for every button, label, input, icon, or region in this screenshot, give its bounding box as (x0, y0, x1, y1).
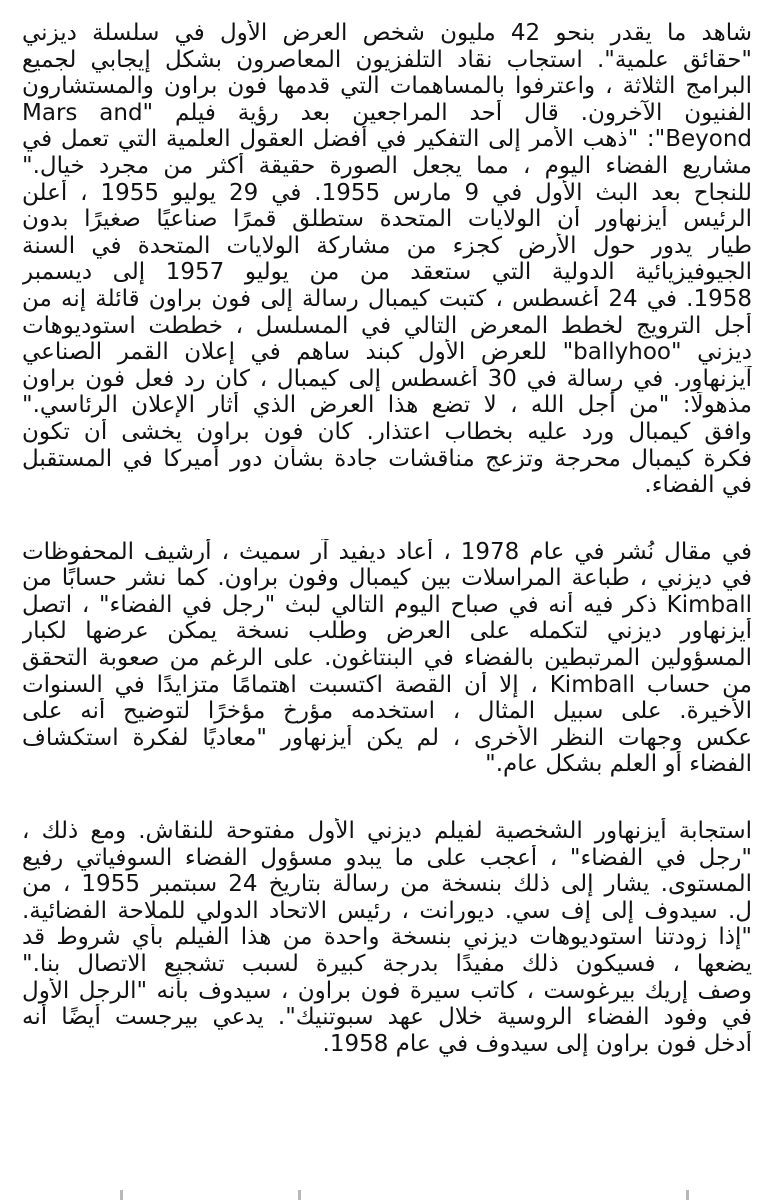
text-line: آيزنهاور. في رسالة في 30 أغسطس إلى كيمبال ، كان رد فعل فون براون (22, 365, 752, 392)
text-line: المسؤولين المرتبطين بالفضاء في البنتاغون. على الرغم من صعوبة التحقق (22, 645, 752, 672)
text-line: وصف إريك بيرغوست ، كاتب سيرة فون براون ، سيدوف بأنه "الرجل الأول (22, 977, 752, 1004)
text-line: للنجاح بعد البث الأول في 9 مارس 1955. في 29 يوليو 1955 ، أعلن (22, 179, 752, 206)
paragraph-disney-broadcast (22, 20, 752, 499)
text-line: شاهد ما يقدر بنحو 42 مليون شخص العرض الأول في سلسلة ديزني (22, 20, 752, 46)
paragraph-smith-article (22, 539, 752, 778)
text-line: ديزني "ballyhoo" للعرض الأول كبند ساهم في إعلان القمر الصناعي (22, 339, 752, 366)
text-line: "رجل في الفضاء" ، أعجب على ما يبدو مسؤول الفضاء السوفياتي رفيع (22, 844, 752, 871)
bottom-edge (0, 1188, 774, 1200)
text-line: في الفضاء. (644, 472, 752, 499)
text-line: عكس وجهات النظر الأخرى ، لم يكن أيزنهاور "معاديًا لفكرة استكشاف (22, 724, 752, 751)
text-line: Kimball ذكر فيه أنه في صباح اليوم التالي لبث "رجل في الفضاء" ، اتصل (22, 591, 752, 618)
text-line: في مقال نُشر في عام 1978 ، أعاد ديفيد آر سميث ، أرشيف المحفوظات (22, 538, 752, 565)
text-line: في ديزني ، طباعة المراسلات بين كيمبال وفون براون. كما نشر حسابًا من (22, 565, 752, 592)
text-line: الفضاء أو العلم بشكل عام." (485, 751, 752, 778)
text-line: "حقائق علمية". استجاب نقاد التلفزيون المعاصرون بشكل إيجابي لجميع (22, 46, 752, 73)
text-line: البرامج الثلاثة ، واعترفوا بالمساهمات التي قدمها فون براون والمستشارون (22, 73, 752, 100)
text-line: من حساب Kimball ، إلا أن القصة اكتسبت اهتمامًا متزايدًا في السنوات (22, 671, 752, 698)
text-line: الجيوفيزيائية الدولية التي ستعقد من من يوليو 1957 إلى ديسمبر (22, 259, 752, 286)
text-line: طيار يدور حول الأرض كجزء من مشاركة الولايات المتحدة في السنة (22, 232, 752, 259)
text-line: في وفود الفضاء الروسية خلال عهد سبوتنيك". يدعي بيرجست أيضًا أنه (22, 1004, 752, 1031)
text-line: 1958. في 24 أغسطس ، كتبت كيمبال رسالة إلى فون براون قائلة إنه من (22, 285, 752, 312)
paragraph-eisenhower-response (22, 818, 752, 1057)
text-line: الفنيون الآخرون. قال أحد المراجعين بعد رؤية فيلم "Mars and (22, 99, 752, 126)
text-line: أجل الترويج لخطط المعرض التالي في المسلسل ، خططت استوديوهات (22, 312, 752, 339)
bottom-edge-mark (686, 1190, 689, 1200)
paragraph-spacer (22, 778, 752, 818)
bottom-edge-mark (298, 1190, 301, 1200)
text-line: مذهولًا: "من أجل الله ، لا تضع هذا العرض الذي أثار الإعلان الرئاسي." (22, 392, 752, 419)
text-line: وافق كيمبال ورد عليه بخطاب اعتذار. كان فون براون يخشى أن تكون (22, 418, 752, 445)
text-line: المستوى. يشار إلى ذلك بنسخة من رسالة بتاريخ 24 سبتمبر 1955 ، من (22, 871, 752, 898)
text-line: ل. سيدوف إلى إف سي. ديورانت ، رئيس الاتحاد الدولي للملاحة الفضائية. (22, 897, 752, 924)
text-line: استجابة أيزنهاور الشخصية لفيلم ديزني الأول مفتوحة للنقاش. ومع ذلك ، (22, 818, 752, 845)
text-line: الرئيس أيزنهاور أن الولايات المتحدة ستطلق قمرًا صناعيًا صغيرًا بدون (22, 206, 752, 233)
paragraph-spacer (22, 499, 752, 539)
text-line: يضعها ، فسيكون ذلك مفيدًا بدرجة كبيرة لسبب تشجيع الاتصال بنا." (22, 951, 752, 977)
bottom-edge-mark (120, 1190, 123, 1200)
text-line: الأخيرة. على سبيل المثال ، استخدمه مؤرخ مؤخرًا لتوضيح أنه على (22, 698, 752, 725)
text-line: فكرة كيمبال محرجة وتزعج مناقشات جادة بشأن دور أميركا في المستقبل (22, 445, 752, 472)
text-line: "إذا زودتنا استوديوهات ديزني بنسخة واحدة من هذا الفيلم بأي شروط قد (22, 924, 752, 951)
text-line: أدخل فون براون إلى سيدوف في عام 1958. (322, 1030, 752, 1057)
text-line: مشاريع الفضاء اليوم ، مما يجعل الصورة حقيقة أكثر من مجرد خيال." (22, 152, 752, 179)
text-line: أيزنهاور ديزني لتكمله على العرض وطلب نسخة يمكن عرضها لكبار (22, 618, 752, 645)
text-line: Beyond": "ذهب الأمر إلى التفكير في أفضل العقول العلمية التي تعمل في (22, 126, 752, 153)
